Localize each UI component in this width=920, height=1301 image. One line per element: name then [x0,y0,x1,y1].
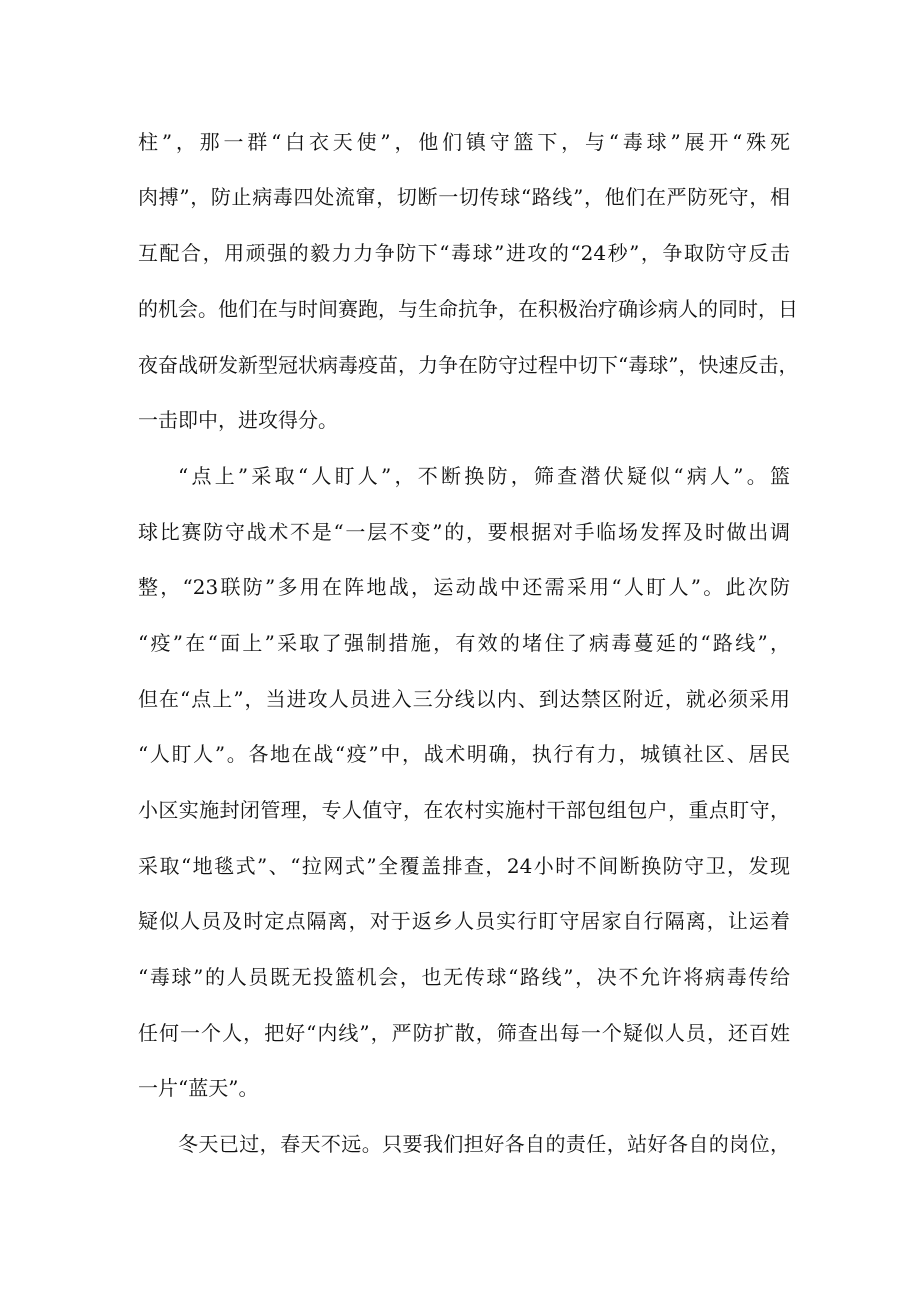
text-line-6: 一击即中，进攻得分。 [138,408,338,432]
text-line-18: 一片“蓝天”。 [138,1076,259,1100]
text-line-1: 柱”，那一群“白衣天使”，他们镇守篮下，与“毒球”展开“殊死 [138,130,790,154]
text-line-8: 球比赛防守战术不是“一层不变”的，要根据对手临场发挥及时做出调 [138,520,790,544]
text-line-7: “点上”采取“人盯人”，不断换防，筛查潜伏疑似“病人”。篮 [178,464,790,488]
text-line-14: 采取“地毯式”、“拉网式”全覆盖排查，24小时不间断换防守卫，发现 [138,854,790,878]
text-line-13: 小区实施封闭管理，专人值守，在农村实施村干部包组包户，重点盯守， [138,798,790,822]
text-line-10: “疫”在“面上”采取了强制措施，有效的堵住了病毒蔓延的“路线”， [138,631,790,655]
text-line-15: 疑似人员及时定点隔离，对于返乡人员实行盯守居家自行隔离，让运着 [138,909,790,933]
text-line-16: “毒球”的人员既无投篮机会，也无传球“路线”，决不允许将病毒传给 [138,965,790,989]
text-line-9: 整，“23联防”多用在阵地战，运动战中还需采用“人盯人”。此次防 [138,575,790,599]
text-line-17: 任何一个人，把好“内线”，严防扩散，筛查出每一个疑似人员，还百姓 [138,1021,790,1045]
text-line-2: 肉搏”，防止病毒四处流窜，切断一切传球“路线”，他们在严防死守，相 [138,185,790,209]
text-line-5: 夜奋战研发新型冠状病毒疫苗，力争在防守过程中切下“毒球”，快速反击， [138,353,799,377]
text-line-12: “人盯人”。各地在战“疫”中，战术明确，执行有力，城镇社区、居民 [138,742,790,766]
text-line-3: 互配合，用顽强的毅力力争防下“毒球”进攻的“24秒”，争取防守反击 [138,241,790,265]
text-line-11: 但在“点上”，当进攻人员进入三分线以内、到达禁区附近，就必须采用 [138,687,790,711]
text-line-4: 的机会。他们在与时间赛跑，与生命抗争，在积极治疗确诊病人的同时，日 [138,297,798,321]
text-line-19: 冬天已过，春天不远。只要我们担好各自的责任，站好各自的岗位， [178,1132,790,1156]
